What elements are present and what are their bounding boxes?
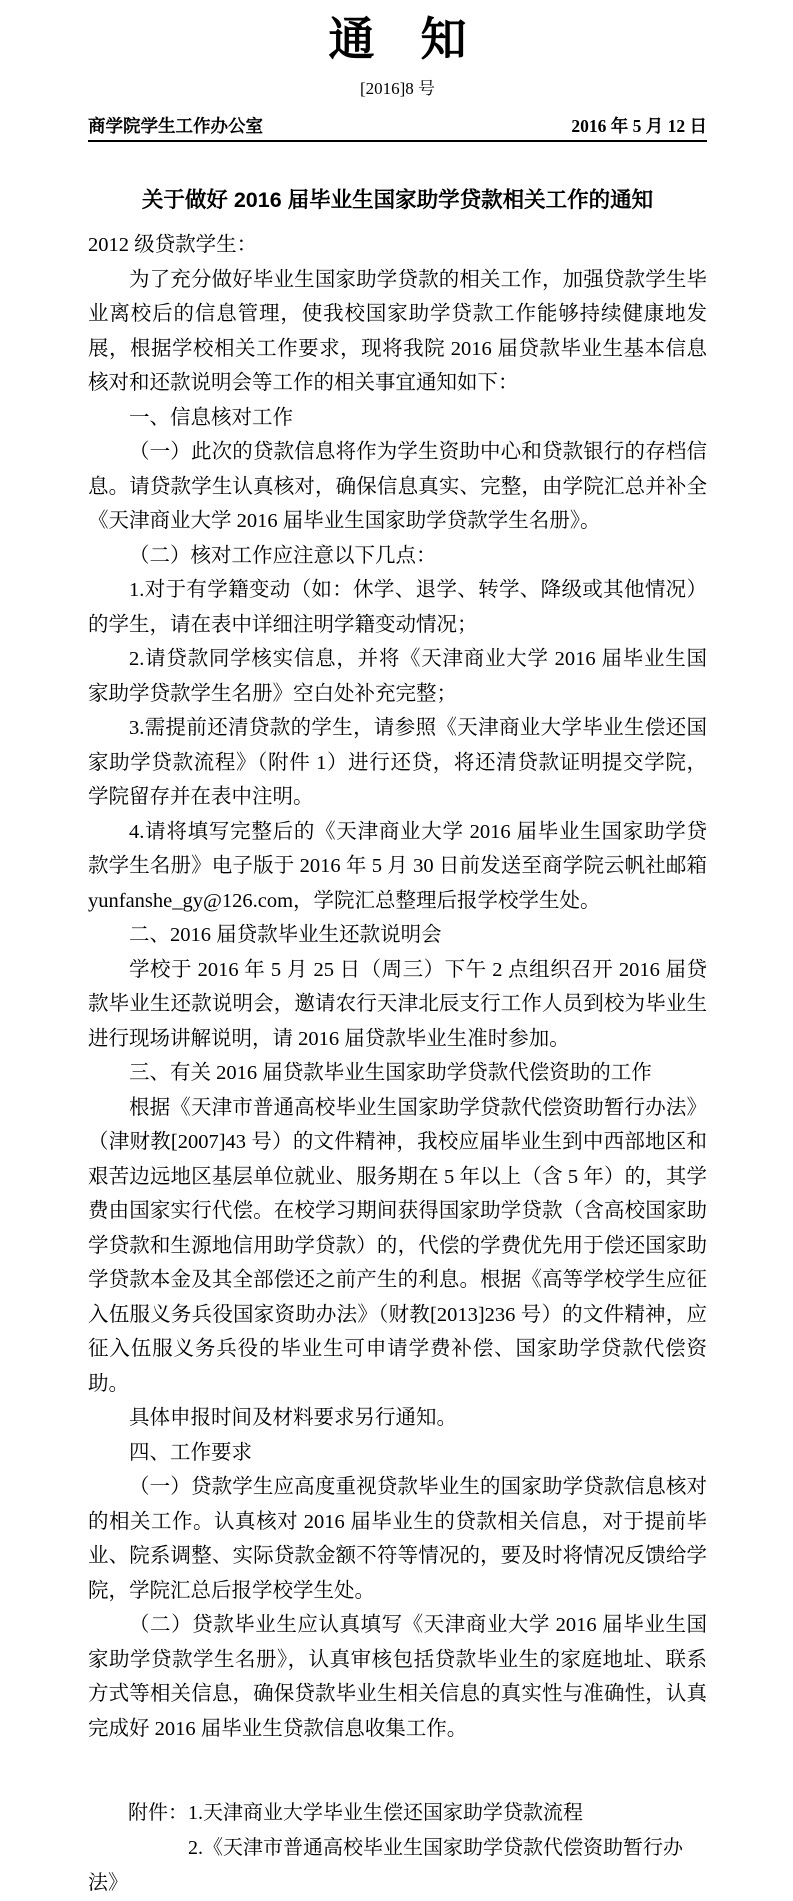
paragraph-item-3: 3.需提前还清贷款的学生，请参照《天津商业大学毕业生偿还国家助学贷款流程》（附件 1）进行还贷，将还清贷款证明提交学院，学院留存并在表中注明。: [88, 717, 707, 809]
section-heading-1: 一、信息核对工作: [129, 406, 293, 429]
page-title: 通 知: [328, 14, 467, 65]
section-heading-3: 三、有关 2016 届贷款毕业生国家助学贷款代偿资助的工作: [129, 1062, 652, 1085]
paragraph-3-2: 具体申报时间及材料要求另行通知。: [129, 1407, 457, 1430]
paragraph-4-1: （一）贷款学生应高度重视贷款毕业生的国家助学贷款信息核对的相关工作。认真核对 2016 届毕业生的贷款相关信息，对于提前毕业、院系调整、实际贷款金额不符等情况的，要及时将情况反馈给学院，学院汇总后报学校学生处。: [88, 1476, 707, 1602]
doc-header-rule: [88, 116, 707, 142]
attachment-line-2: 2.《天津市普通高校毕业生国家助学贷款代偿资助暂行办法》: [88, 1837, 683, 1895]
subject-heading: 关于做好 2016 届毕业生国家助学贷款相关工作的通知: [141, 188, 654, 213]
paragraph-1-2: （二）核对工作应注意以下几点：: [129, 544, 437, 567]
paragraph-2-1: 学校于 2016 年 5 月 25 日（周三）下午 2 点组织召开 2016 届贷款毕业生还款说明会，邀请农行天津北辰支行工作人员到校为毕业生进行现场讲解说明，请 2016 届贷款毕业生准时参加。: [88, 958, 707, 1050]
doc-body: [88, 228, 707, 1746]
paragraph-item-4: 4.请将填写完整后的《天津商业大学 2016 届毕业生国家助学贷款学生名册》电子版于 2016 年 5 月 30 日前发送至商学院云帆社邮箱 yunfanshe_gy@126.com，学院汇总整理后报学校学生处。: [88, 820, 707, 912]
paragraph-intro: 为了充分做好毕业生国家助学贷款的相关工作，加强贷款学生毕业离校后的信息管理，使我校国家助学贷款工作能够持续健康地发展，根据学校相关工作要求，现将我院 2016 届贷款毕业生基本信息核对和还款说明会等工作的相关事宜通知如下：: [88, 268, 707, 395]
section-heading-2: 二、2016 届贷款毕业生还款说明会: [129, 924, 442, 947]
attachment-line-1: 附件：1.天津商业大学毕业生偿还国家助学贷款流程: [128, 1802, 583, 1825]
issue-date: 2016 年 5 月 12 日: [571, 116, 707, 137]
doc-number: [2016]8 号: [359, 78, 436, 98]
attachments-block: [88, 1796, 707, 1901]
paragraph-4-2: （二）贷款毕业生应认真填写《天津商业大学 2016 届毕业生国家助学贷款学生名册》，认真审核包括贷款毕业生的家庭地址、联系方式等相关信息，确保贷款毕业生相关信息的真实性与准确性，认真完成好 2016 届毕业生贷款信息收集工作。: [88, 1614, 707, 1740]
paragraph-1-1: （一）此次的贷款信息将作为学生资助中心和贷款银行的存档信息。请贷款学生认真核对，确保信息真实、完整，由学院汇总并补全《天津商业大学 2016 届毕业生国家助学贷款学生名册》。: [88, 441, 707, 533]
paragraph-item-2: 2.请贷款同学核实信息，并将《天津商业大学 2016 届毕业生国家助学贷款学生名册》空白处补充完整；: [88, 648, 707, 705]
issuing-office: 商学院学生工作办公室: [88, 116, 263, 137]
paragraph-item-1: 1.对于有学籍变动（如：休学、退学、转学、降级或其他情况）的学生，请在表中详细注明学籍变动情况；: [88, 579, 707, 636]
paragraph-3-1: 根据《天津市普通高校毕业生国家助学贷款代偿资助暂行办法》（津财教[2007]43 号）的文件精神，我校应届毕业生到中西部地区和艰苦边远地区基层单位就业、服务期在 5 年以上（含 5 年）的，其学费由国家实行代偿。在校学习期间获得国家助学贷款（含高校国家助学贷款和生源地信用助学贷款）的，代偿的学费优先用于偿还国家助学贷款本金及其全部偿还之前产生的利息。根据《高等学校学生应征入伍服义务兵役国家资助办法》（财教[2013]236 号）的文件精神，应征入伍服义务兵役的毕业生可申请学费补偿、国家助学贷款代偿资助。: [88, 1096, 707, 1395]
section-heading-4: 四、工作要求: [129, 1441, 252, 1464]
salutation: 2012 级贷款学生：: [88, 234, 258, 257]
